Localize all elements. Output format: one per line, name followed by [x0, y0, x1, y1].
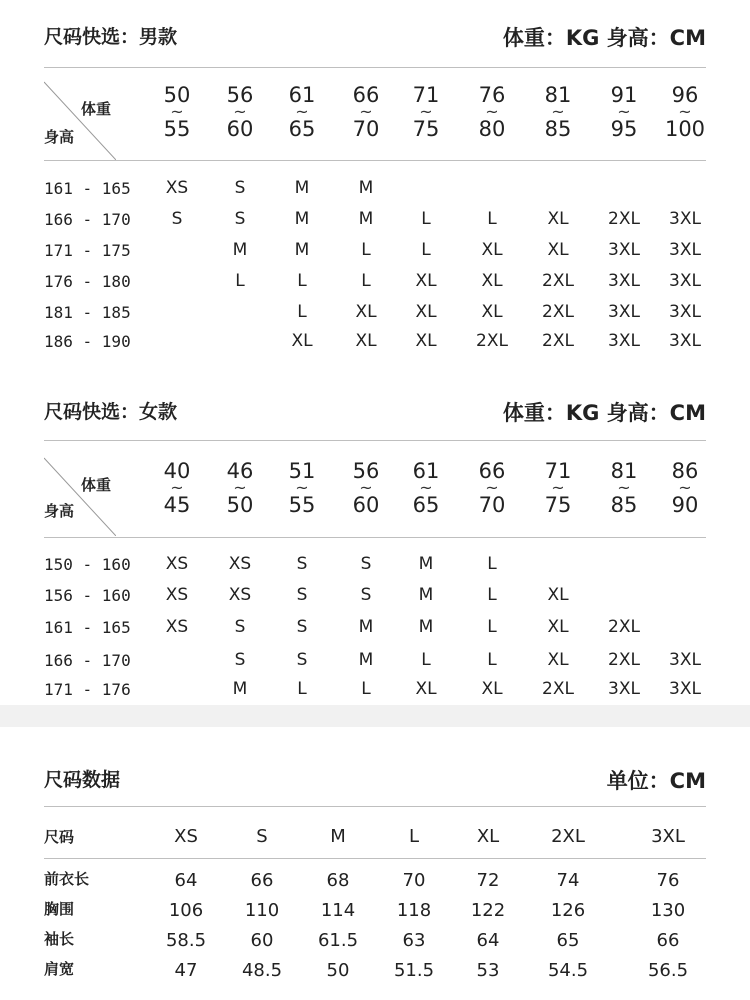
size-cell: XS — [165, 554, 189, 574]
measurement-value: 64 — [174, 870, 198, 891]
weight-range-header — [147, 460, 207, 516]
size-cell: XL — [415, 331, 437, 351]
weight-range-min: 66 — [478, 459, 506, 483]
size-cell: XS — [228, 585, 252, 605]
size-cell: L — [297, 302, 307, 322]
size-cell: XL — [481, 679, 503, 699]
weight-range-header — [396, 460, 456, 516]
size-cell: XL — [481, 271, 503, 291]
measurement-value: 51.5 — [393, 960, 435, 981]
weight-range-max: 55 — [163, 117, 191, 141]
measurement-value: 65 — [556, 930, 580, 951]
size-cell: XL — [547, 240, 569, 260]
size-cell: M — [358, 209, 374, 229]
size-cell: S — [296, 585, 308, 605]
men-title: 尺码快选：男款 — [44, 26, 178, 48]
divider — [44, 858, 706, 859]
size-cell: L — [361, 240, 371, 260]
size-cell: L — [235, 271, 245, 291]
measurement-value: 118 — [396, 900, 432, 921]
measurement-value: 56.5 — [647, 960, 689, 981]
height-range-label: 166 - 170 — [44, 210, 131, 229]
size-cell: XS — [228, 554, 252, 574]
weight-range-min: 96 — [671, 83, 699, 107]
weight-range-max: 75 — [412, 117, 440, 141]
women-corner-header — [44, 456, 116, 536]
weight-range-max: 85 — [544, 117, 572, 141]
weight-range-min: 61 — [412, 459, 440, 483]
size-cell: XS — [165, 585, 189, 605]
weight-range-header — [272, 84, 332, 140]
weight-range-min: 56 — [226, 83, 254, 107]
divider — [44, 537, 706, 538]
size-cell: S — [360, 585, 372, 605]
weight-range-tilde: ~ — [233, 102, 247, 121]
weight-range-header — [528, 460, 588, 516]
size-cell: XS — [165, 617, 189, 637]
size-column-header: 3XL — [651, 826, 685, 847]
measurement-value: 68 — [326, 870, 350, 891]
weight-range-tilde: ~ — [295, 102, 309, 121]
weight-range-max: 65 — [288, 117, 316, 141]
size-cell: 3XL — [608, 302, 640, 322]
section-gap — [0, 705, 750, 727]
height-range-label: 176 - 180 — [44, 272, 131, 291]
size-cell: XL — [547, 209, 569, 229]
size-cell: 3XL — [608, 271, 640, 291]
measurement-value: 66 — [656, 930, 680, 951]
weight-range-max: 70 — [352, 117, 380, 141]
size-cell: 2XL — [608, 617, 640, 637]
measurement-label: 胸围 — [44, 900, 75, 918]
size-column-header: S — [256, 826, 268, 847]
measurement-value: 130 — [650, 900, 686, 921]
weight-range-tilde: ~ — [551, 102, 565, 121]
measurement-value: 54.5 — [547, 960, 589, 981]
weight-range-max: 55 — [288, 493, 316, 517]
measurement-value: 53 — [476, 960, 500, 981]
size-cell: 2XL — [476, 331, 508, 351]
divider — [44, 440, 706, 441]
size-cell: 2XL — [542, 679, 574, 699]
weight-range-min: 46 — [226, 459, 254, 483]
size-cell: S — [296, 650, 308, 670]
weight-range-min: 81 — [544, 83, 572, 107]
weight-range-tilde: ~ — [359, 102, 373, 121]
size-cell: M — [294, 178, 310, 198]
size-cell: XL — [481, 302, 503, 322]
weight-range-header — [210, 84, 270, 140]
measurement-value: 64 — [476, 930, 500, 951]
size-cell: L — [487, 617, 497, 637]
measurement-value: 72 — [476, 870, 500, 891]
weight-range-tilde: ~ — [170, 478, 184, 497]
weight-range-min: 91 — [610, 83, 638, 107]
weight-range-header — [147, 84, 207, 140]
size-cell: S — [234, 209, 246, 229]
measurement-value: 106 — [168, 900, 204, 921]
size-label: 尺码 — [44, 828, 75, 846]
size-cell: L — [421, 650, 431, 670]
height-range-label: 166 - 170 — [44, 651, 131, 670]
size-cell: XL — [415, 679, 437, 699]
weight-range-tilde: ~ — [419, 102, 433, 121]
height-range-label: 186 - 190 — [44, 332, 131, 351]
height-range-label: 150 - 160 — [44, 555, 131, 574]
size-cell: S — [234, 178, 246, 198]
size-cell: L — [487, 650, 497, 670]
women-title: 尺码快选：女款 — [44, 401, 178, 423]
measurement-value: 74 — [556, 870, 580, 891]
weight-range-max: 70 — [478, 493, 506, 517]
size-cell: S — [360, 554, 372, 574]
weight-range-tilde: ~ — [233, 478, 247, 497]
measurement-label: 前衣长 — [44, 870, 90, 888]
size-cell: L — [361, 271, 371, 291]
size-cell: XL — [481, 240, 503, 260]
size-cell: XL — [547, 617, 569, 637]
weight-range-min: 56 — [352, 459, 380, 483]
measurement-value: 70 — [402, 870, 426, 891]
size-cell: S — [296, 617, 308, 637]
weight-range-max: 90 — [671, 493, 699, 517]
size-cell: 2XL — [542, 271, 574, 291]
weight-range-header — [528, 84, 588, 140]
size-cell: 2XL — [608, 650, 640, 670]
weight-range-tilde: ~ — [617, 102, 631, 121]
size-cell: L — [487, 554, 497, 574]
size-cell: XL — [547, 650, 569, 670]
size-cell: L — [487, 585, 497, 605]
measurement-value: 66 — [250, 870, 274, 891]
weight-range-header — [336, 460, 396, 516]
size-cell: M — [294, 209, 310, 229]
size-cell: XL — [291, 331, 313, 351]
measurement-label: 袖长 — [44, 930, 75, 948]
measurement-value: 126 — [550, 900, 586, 921]
measurement-value: 60 — [250, 930, 274, 951]
size-cell: L — [421, 209, 431, 229]
weight-range-min: 86 — [671, 459, 699, 483]
size-cell: M — [232, 679, 248, 699]
weight-range-max: 45 — [163, 493, 191, 517]
size-cell: L — [421, 240, 431, 260]
men-header — [44, 22, 706, 62]
measurement-value: 63 — [402, 930, 426, 951]
size-cell: M — [418, 554, 434, 574]
weight-range-header — [396, 84, 456, 140]
height-range-label: 156 - 160 — [44, 586, 131, 605]
size-cell: S — [296, 554, 308, 574]
size-cell: 3XL — [669, 650, 701, 670]
diagonal-line — [44, 456, 116, 536]
weight-range-max: 65 — [412, 493, 440, 517]
size-cell: 2XL — [608, 209, 640, 229]
height-range-label: 171 - 176 — [44, 680, 131, 699]
size-cell: 3XL — [669, 679, 701, 699]
size-cell: 3XL — [669, 271, 701, 291]
size-cell: L — [297, 679, 307, 699]
size-cell: 3XL — [669, 302, 701, 322]
size-column-header: 2XL — [551, 826, 585, 847]
measurement-value: 48.5 — [241, 960, 283, 981]
weight-range-tilde: ~ — [419, 478, 433, 497]
measurement-label: 肩宽 — [44, 960, 75, 978]
size-cell: L — [361, 679, 371, 699]
men-unit-note: 体重：KG 身高：CM — [502, 26, 706, 50]
weight-range-min: 40 — [163, 459, 191, 483]
size-cell: 3XL — [669, 240, 701, 260]
weight-range-min: 71 — [412, 83, 440, 107]
weight-range-max: 80 — [478, 117, 506, 141]
weight-range-max: 60 — [226, 117, 254, 141]
weight-range-tilde: ~ — [359, 478, 373, 497]
weight-range-min: 66 — [352, 83, 380, 107]
men-corner-header — [44, 80, 116, 160]
weight-range-max: 95 — [610, 117, 638, 141]
weight-range-max: 60 — [352, 493, 380, 517]
weight-range-header — [594, 460, 654, 516]
weight-range-tilde: ~ — [551, 478, 565, 497]
weight-range-tilde: ~ — [295, 478, 309, 497]
size-cell: 3XL — [608, 331, 640, 351]
weight-range-min: 51 — [288, 459, 316, 483]
divider — [44, 67, 706, 68]
height-range-label: 161 - 165 — [44, 618, 131, 637]
diagonal-line — [44, 80, 116, 160]
corner-height-label: 身高 — [44, 502, 75, 520]
measurement-value: 76 — [656, 870, 680, 891]
weight-range-min: 81 — [610, 459, 638, 483]
divider — [44, 806, 706, 807]
corner-weight-label: 体重 — [81, 476, 112, 494]
weight-range-header — [594, 84, 654, 140]
size-cell: M — [358, 178, 374, 198]
size-column-header: L — [408, 826, 420, 847]
weight-range-tilde: ~ — [485, 102, 499, 121]
weight-range-max: 100 — [664, 117, 706, 141]
size-cell: M — [358, 617, 374, 637]
weight-range-header — [462, 460, 522, 516]
weight-range-tilde: ~ — [170, 102, 184, 121]
size-cell: S — [234, 650, 246, 670]
size-cell: XL — [547, 585, 569, 605]
weight-range-header — [462, 84, 522, 140]
weight-range-min: 50 — [163, 83, 191, 107]
weight-range-min: 71 — [544, 459, 572, 483]
measurement-value: 122 — [470, 900, 506, 921]
divider — [44, 160, 706, 161]
data-title: 尺码数据 — [44, 769, 121, 791]
size-cell: 3XL — [669, 209, 701, 229]
weight-range-max: 75 — [544, 493, 572, 517]
weight-range-header — [210, 460, 270, 516]
size-cell: 3XL — [608, 240, 640, 260]
weight-range-tilde: ~ — [678, 102, 692, 121]
women-header — [44, 397, 706, 437]
size-column-header: XL — [476, 826, 500, 847]
weight-range-tilde: ~ — [678, 478, 692, 497]
size-cell: S — [171, 209, 183, 229]
measurement-value: 58.5 — [165, 930, 207, 951]
size-cell: M — [358, 650, 374, 670]
measurement-value: 110 — [244, 900, 280, 921]
weight-range-min: 61 — [288, 83, 316, 107]
weight-range-header — [336, 84, 396, 140]
size-cell: M — [294, 240, 310, 260]
weight-range-min: 76 — [478, 83, 506, 107]
size-cell: XL — [415, 271, 437, 291]
size-cell: XL — [415, 302, 437, 322]
corner-height-label: 身高 — [44, 128, 75, 146]
measurement-value: 47 — [174, 960, 198, 981]
size-cell: L — [487, 209, 497, 229]
size-cell: L — [297, 271, 307, 291]
size-cell: S — [234, 617, 246, 637]
size-column-header: XS — [174, 826, 198, 847]
size-cell: 2XL — [542, 331, 574, 351]
measurement-value: 114 — [320, 900, 356, 921]
data-header — [44, 765, 706, 805]
weight-range-header — [272, 460, 332, 516]
height-range-label: 161 - 165 — [44, 179, 131, 198]
weight-range-tilde: ~ — [485, 478, 499, 497]
weight-range-max: 50 — [226, 493, 254, 517]
size-cell: XL — [355, 302, 377, 322]
height-range-label: 171 - 175 — [44, 241, 131, 260]
data-unit-note: 单位：CM — [606, 769, 706, 793]
size-column-header: M — [330, 826, 346, 847]
size-cell: M — [232, 240, 248, 260]
measurement-value: 50 — [326, 960, 350, 981]
weight-range-max: 85 — [610, 493, 638, 517]
weight-range-header — [655, 460, 715, 516]
size-cell: 3XL — [608, 679, 640, 699]
size-cell: XL — [355, 331, 377, 351]
height-range-label: 181 - 185 — [44, 303, 131, 322]
women-unit-note: 体重：KG 身高：CM — [502, 401, 706, 425]
size-cell: M — [418, 617, 434, 637]
weight-range-header — [655, 84, 715, 140]
measurement-value: 61.5 — [317, 930, 359, 951]
size-cell: 2XL — [542, 302, 574, 322]
corner-weight-label: 体重 — [81, 100, 112, 118]
size-cell: M — [418, 585, 434, 605]
size-cell: XS — [165, 178, 189, 198]
size-cell: 3XL — [669, 331, 701, 351]
weight-range-tilde: ~ — [617, 478, 631, 497]
